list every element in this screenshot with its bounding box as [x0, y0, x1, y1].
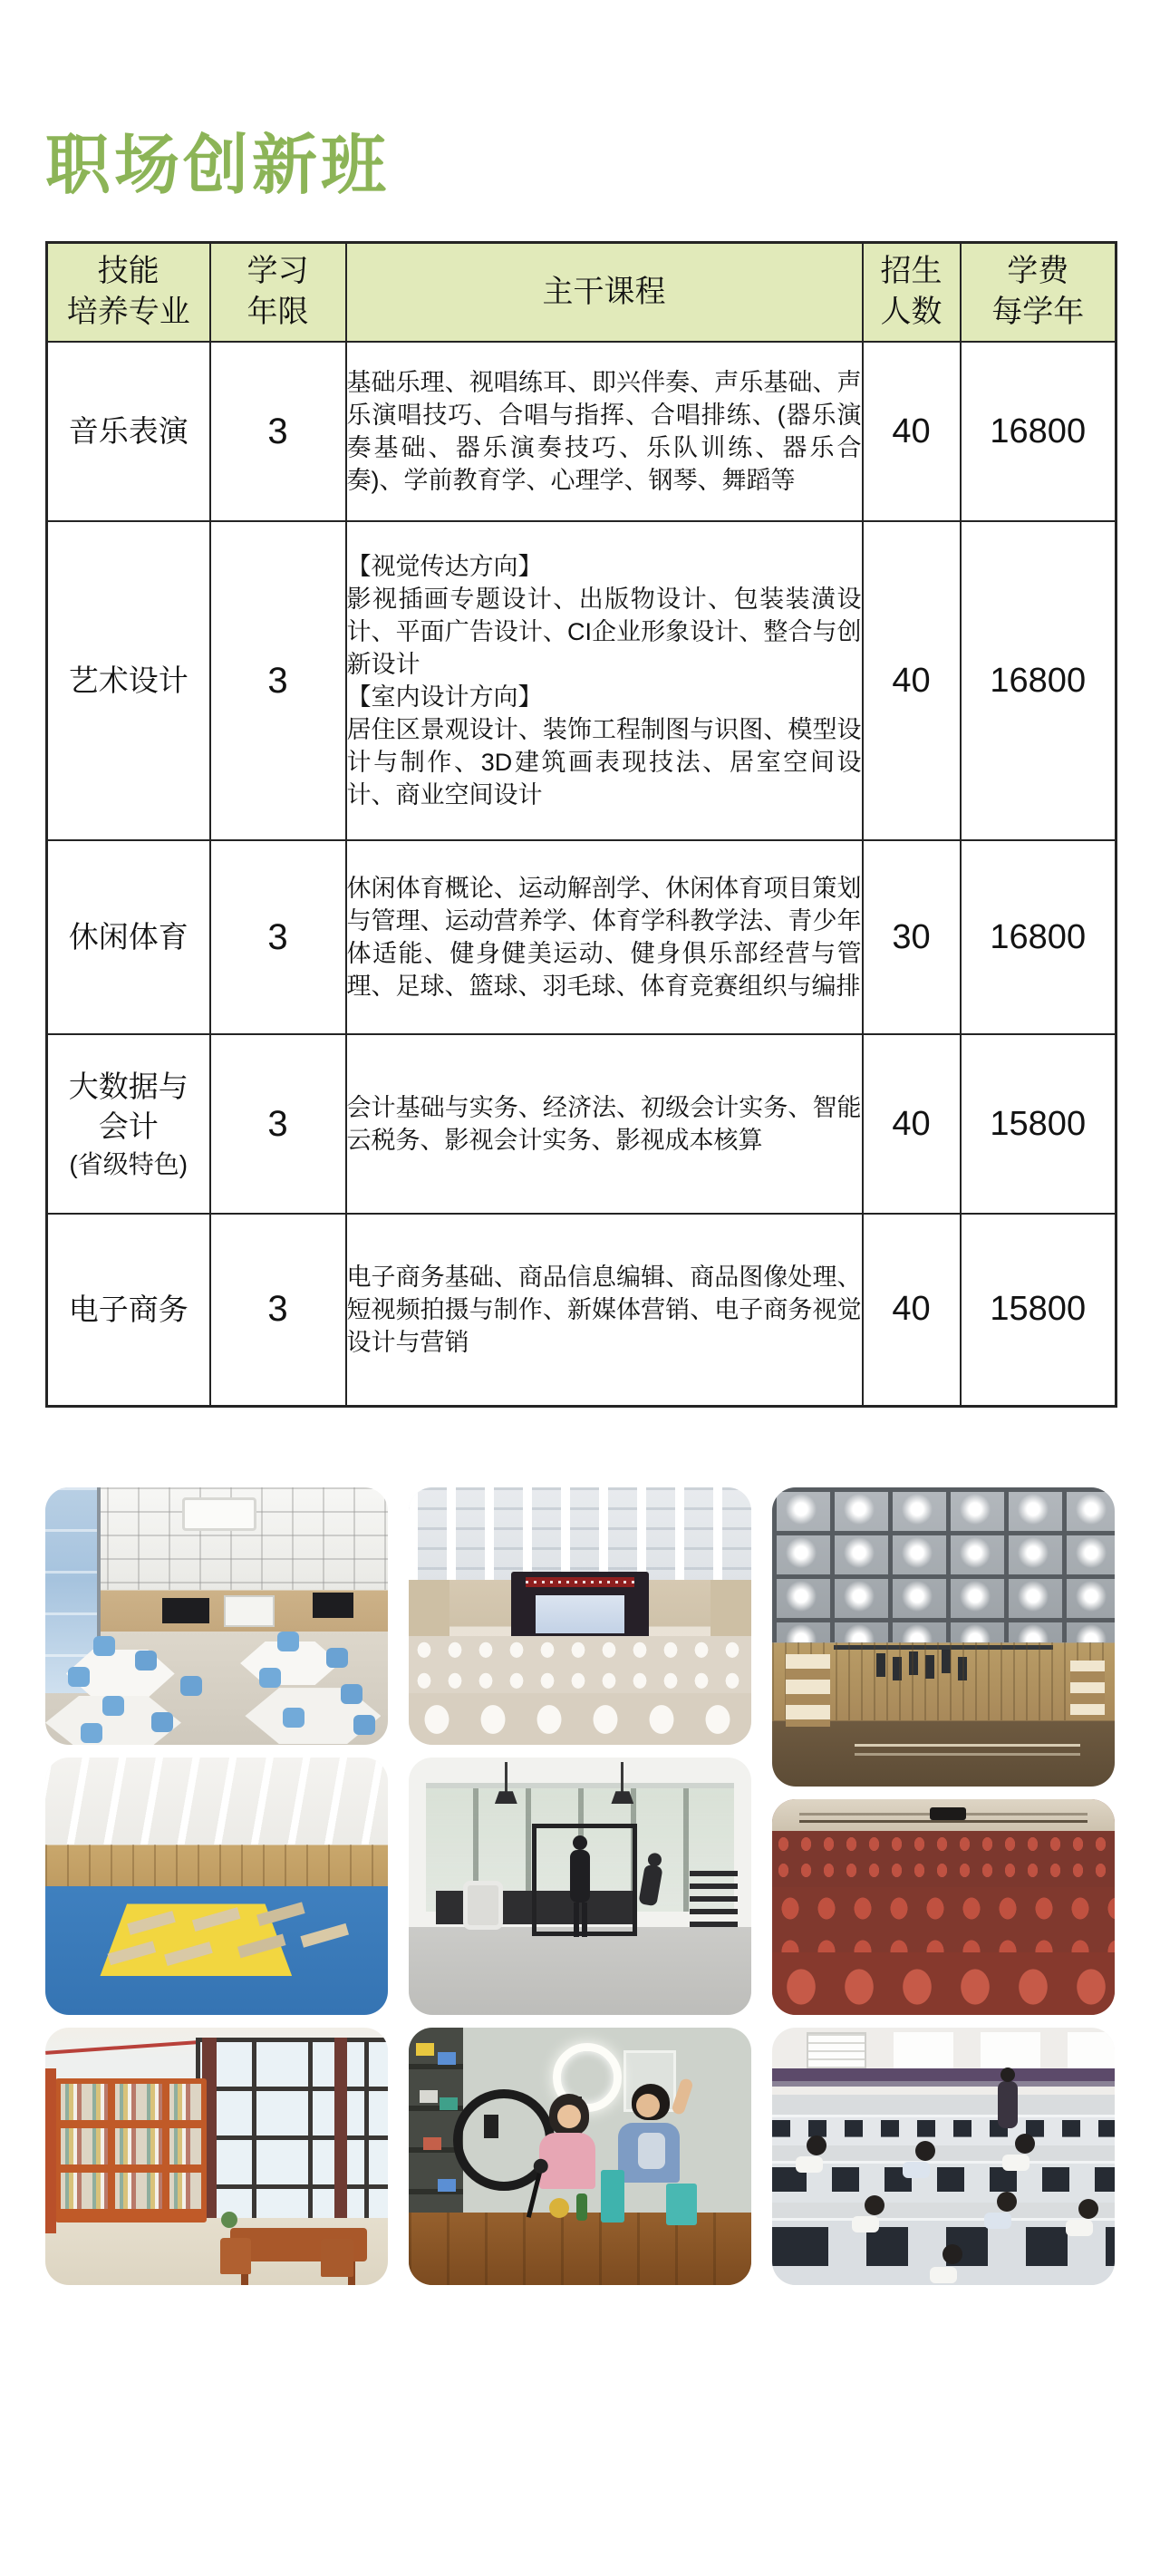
major-name: 音乐表演	[47, 342, 210, 521]
enrollment-count: 40	[863, 1214, 961, 1406]
photo-classroom-hexagon-tables	[45, 1487, 388, 1745]
study-years: 3	[210, 840, 346, 1034]
course-direction-tag: 【视觉传达方向】	[346, 553, 543, 581]
page	[0, 132, 1160, 2285]
tuition-fee: 15800	[961, 1034, 1116, 1214]
major-name: 电子商务	[47, 1214, 210, 1406]
table-row-bigdata-accounting	[47, 1034, 1116, 1214]
major-name: 艺术设计	[47, 521, 210, 840]
enrollment-count: 40	[863, 521, 961, 840]
course-list: 休闲体育概论、运动解剖学、休闲体育项目策划与管理、运动营养学、体育学科教学法、青少年体适能、健身健美运动、健身俱乐部经营与管理、足球、篮球、羽毛球、体育竞赛组织与编排	[346, 840, 863, 1034]
enrollment-count: 40	[863, 342, 961, 521]
study-years: 3	[210, 1214, 346, 1406]
programs-table	[45, 241, 1117, 1408]
photo-column-left	[45, 1487, 388, 2285]
course-list: 电子商务基础、商品信息编辑、商品图像处理、短视频拍摄与制作、新媒体营销、电子商务视觉设计与营销	[346, 1214, 863, 1406]
tuition-fee: 16800	[961, 342, 1116, 521]
tuition-fee: 15800	[961, 1214, 1116, 1406]
course-direction-tag: 【室内设计方向】	[346, 683, 543, 712]
table-row-art-design	[47, 521, 1116, 840]
major-name: 大数据与 会计 (省级特色)	[47, 1034, 210, 1214]
page-title: 职场创新班	[45, 130, 391, 202]
col-header-tuition: 学费 每学年	[961, 242, 1116, 342]
table-header-row	[47, 242, 1116, 342]
enrollment-count: 40	[863, 1034, 961, 1214]
table-row-music-performance	[47, 342, 1116, 521]
photo-theater-red-seats	[772, 1799, 1115, 2015]
photo-library-bookshelves	[45, 2028, 388, 2285]
enrollment-count: 30	[863, 840, 961, 1034]
col-header-enrollment: 招生 人数	[863, 242, 961, 342]
tuition-fee: 16800	[961, 840, 1116, 1034]
photo-gym-fitness-room	[409, 1758, 751, 2015]
col-header-major: 技能 培养专业	[47, 242, 210, 342]
major-name: 休闲体育	[47, 840, 210, 1034]
photo-martial-arts-room	[45, 1758, 388, 2015]
tuition-fee: 16800	[961, 521, 1116, 840]
photo-lecture-hall-ceiling	[772, 1487, 1115, 1787]
col-header-years: 学习 年限	[210, 242, 346, 342]
col-header-courses: 主干课程	[346, 242, 863, 342]
course-list: 会计基础与实务、经济法、初级会计实务、智能云税务、影视会计实务、影视成本核算	[346, 1034, 863, 1214]
table-row-ecommerce	[47, 1214, 1116, 1406]
photo-auditorium-white-chairs	[409, 1487, 751, 1745]
study-years: 3	[210, 342, 346, 521]
photo-column-right	[772, 1487, 1115, 2285]
study-years: 3	[210, 521, 346, 840]
course-list: 基础乐理、视唱练耳、即兴伴奏、声乐基础、声乐演唱技巧、合唱与指挥、合唱排练、(器乐演奏基础、器乐演奏技巧、乐队训练、器乐合奏)、学前教育学、心理学、钢琴、舞蹈等	[346, 342, 863, 521]
facility-photo-grid	[45, 1487, 1115, 2285]
course-list: 【视觉传达方向】 影视插画专题设计、出版物设计、包装装潢设计、平面广告设计、CI企业形象设计、整合与创新设计 【室内设计方向】 居住区景观设计、装饰工程制图与识图、模型设计与制作、3D建筑画表现技法、居室空间设计、商业空间设计	[346, 521, 863, 840]
study-years: 3	[210, 1034, 346, 1214]
stage-screen	[536, 1595, 624, 1634]
photo-computer-lab	[772, 2028, 1115, 2285]
table-row-leisure-sports	[47, 840, 1116, 1034]
photo-livestream-studio	[409, 2028, 751, 2285]
photo-column-middle	[409, 1487, 751, 2285]
